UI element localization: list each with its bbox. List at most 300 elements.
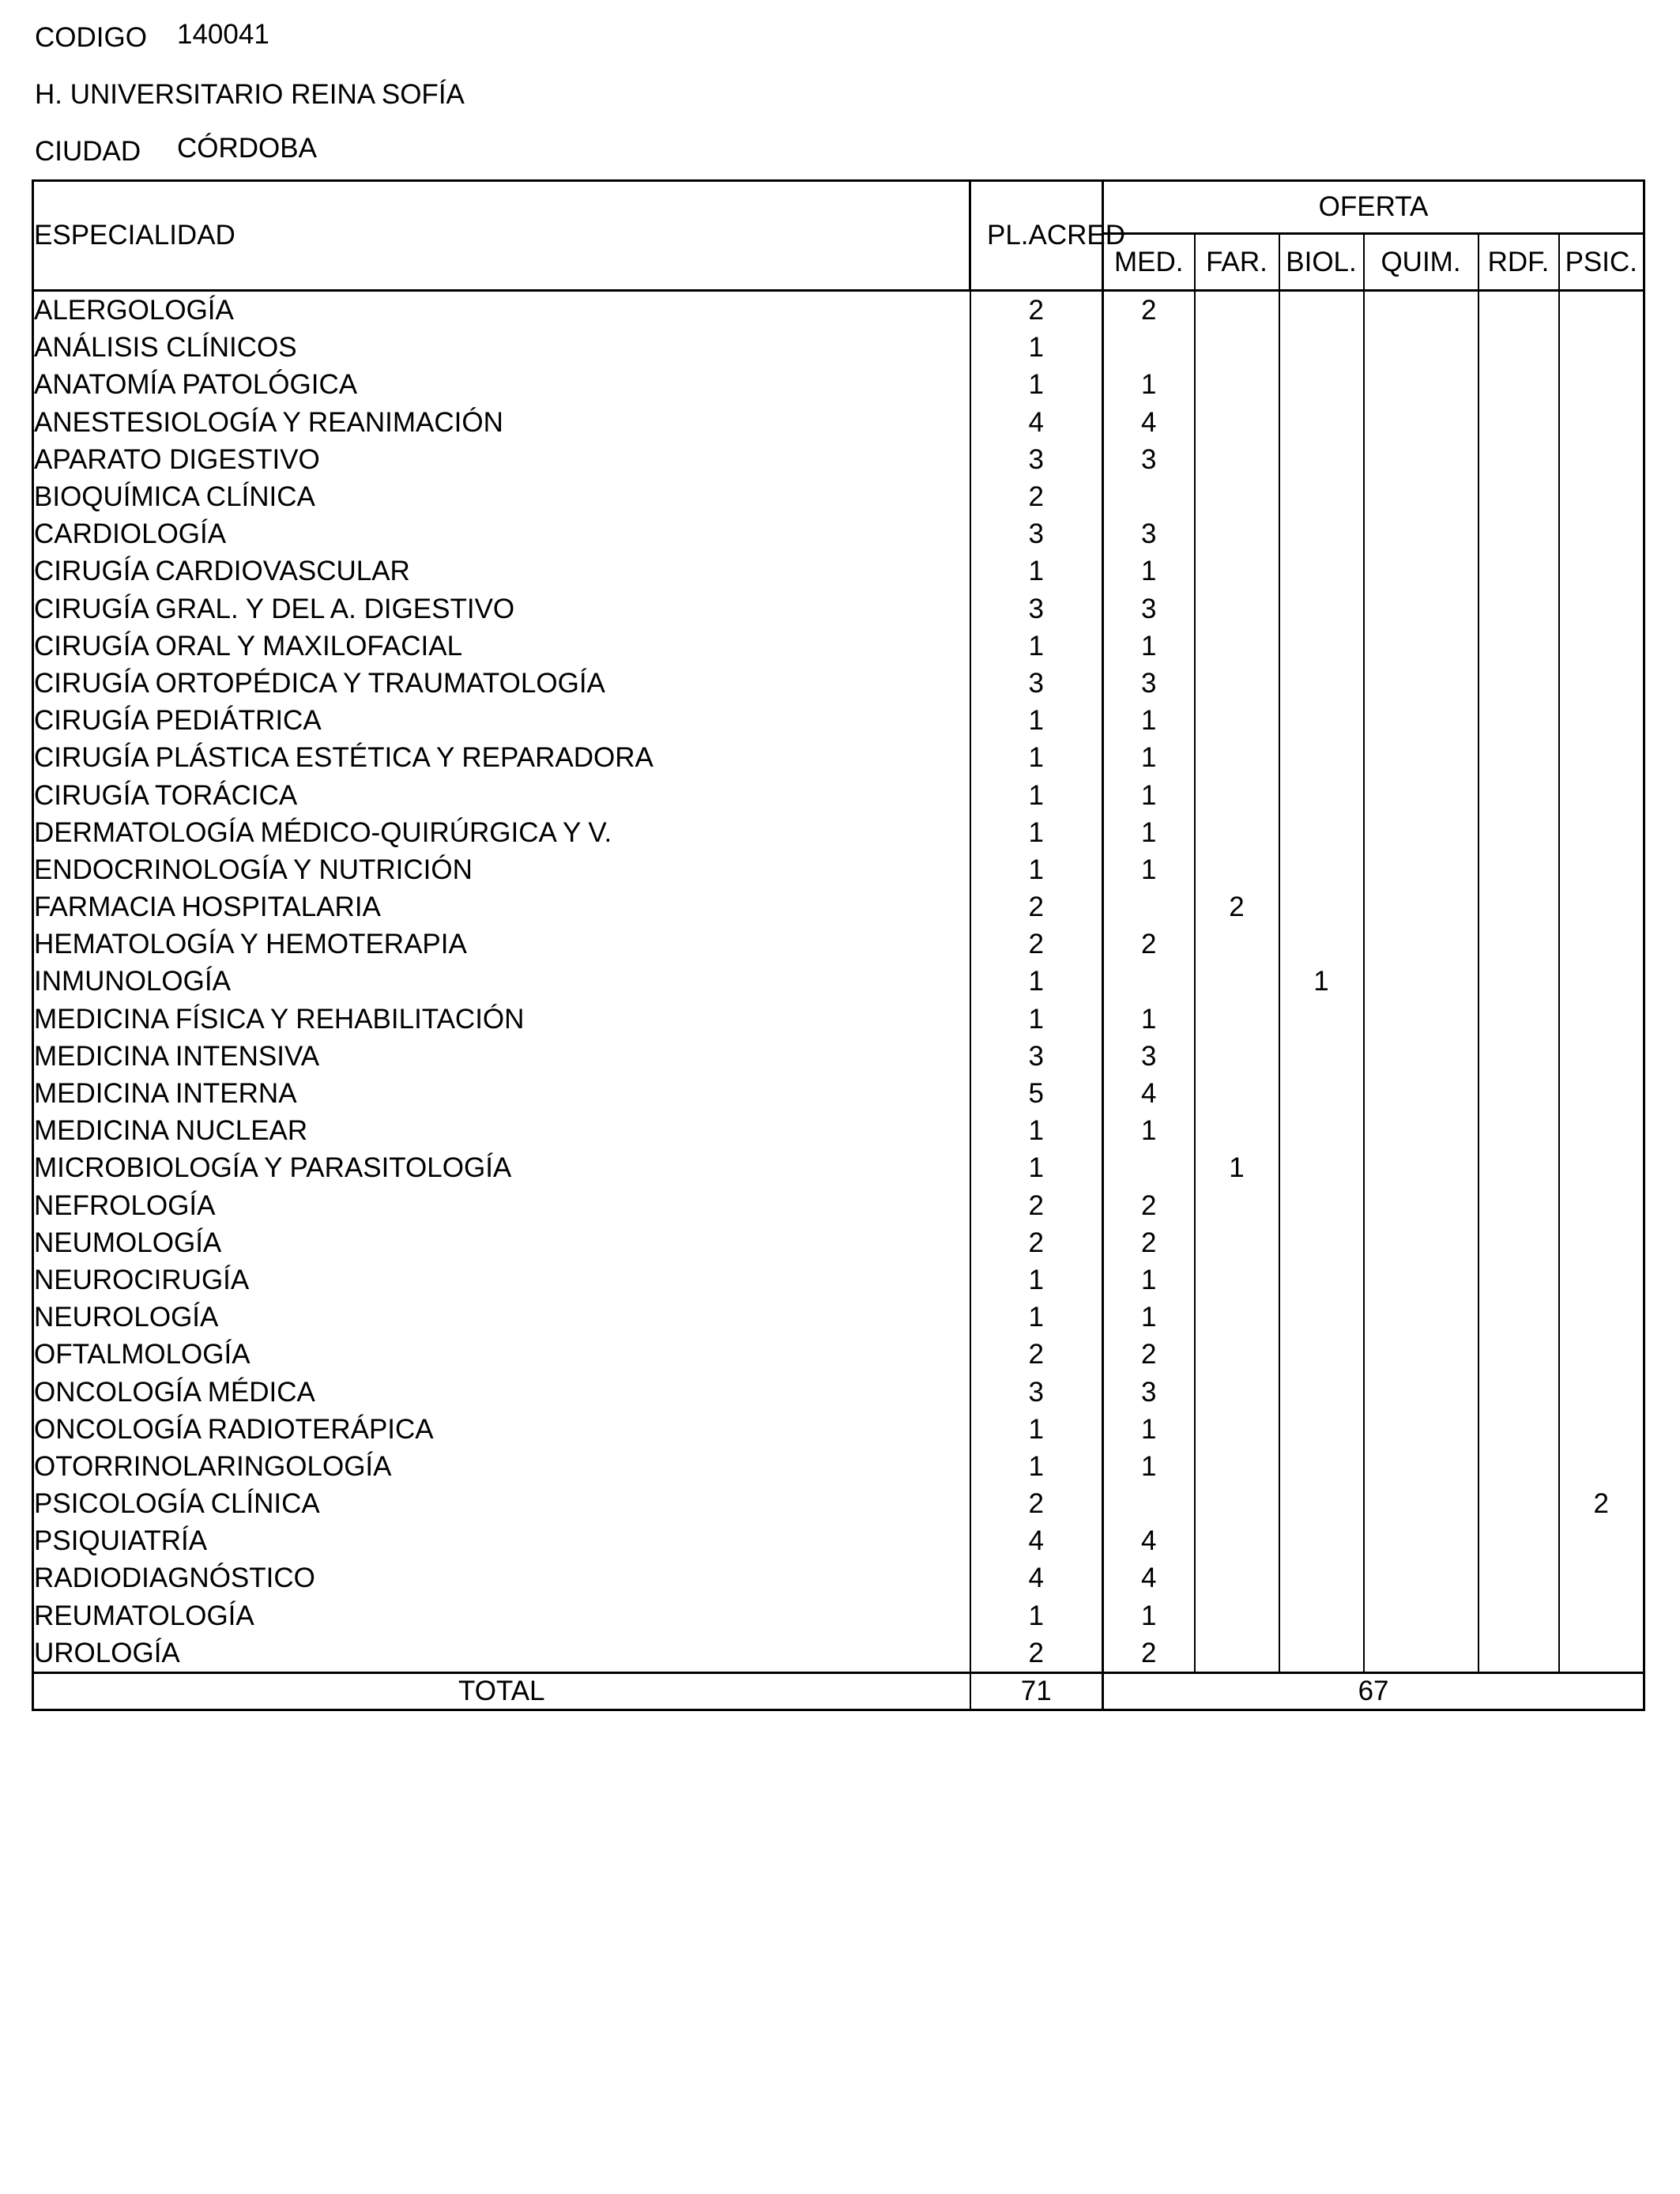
rdf-cell: [1478, 1299, 1559, 1336]
psic-cell: [1559, 814, 1644, 851]
far-cell: [1195, 814, 1279, 851]
biol-cell: [1279, 1373, 1364, 1410]
table-row: [33, 1038, 1644, 1075]
table-row: [33, 628, 1644, 665]
placred-cell: 1: [970, 702, 1103, 739]
rdf-cell: [1478, 1149, 1559, 1186]
placred-cell: 1: [970, 1448, 1103, 1485]
placred-cell: 5: [970, 1075, 1103, 1112]
quim-cell: [1364, 366, 1478, 403]
especialidad-cell: CARDIOLOGÍA: [33, 515, 970, 552]
placred-cell: 1: [970, 851, 1103, 888]
quim-cell: [1364, 665, 1478, 702]
col-header-quim: QUIM.: [1364, 234, 1478, 291]
especialidad-cell: DERMATOLOGÍA MÉDICO-QUIRÚRGICA Y V.: [33, 814, 970, 851]
quim-cell: [1364, 1299, 1478, 1336]
rdf-cell: [1478, 665, 1559, 702]
med-cell: 1: [1103, 1448, 1195, 1485]
quim-cell: [1364, 1597, 1478, 1634]
med-cell: 2: [1103, 1187, 1195, 1224]
placred-cell: 1: [970, 1149, 1103, 1186]
rdf-cell: [1478, 963, 1559, 1000]
quim-cell: [1364, 963, 1478, 1000]
col-header-biol: BIOL.: [1279, 234, 1364, 291]
especialidad-cell: APARATO DIGESTIVO: [33, 441, 970, 478]
placred-cell: 1: [970, 1411, 1103, 1448]
med-cell: 3: [1103, 1038, 1195, 1075]
col-header-especialidad: ESPECIALIDAD: [33, 181, 970, 291]
placred-cell: 3: [970, 1373, 1103, 1410]
psic-cell: [1559, 515, 1644, 552]
table-row: [33, 1559, 1644, 1596]
med-cell: 4: [1103, 1075, 1195, 1112]
quim-cell: [1364, 1038, 1478, 1075]
quim-cell: [1364, 925, 1478, 963]
far-cell: [1195, 1448, 1279, 1485]
biol-cell: [1279, 1597, 1364, 1634]
med-cell: 1: [1103, 366, 1195, 403]
far-cell: [1195, 515, 1279, 552]
psic-cell: [1559, 1001, 1644, 1038]
especialidad-cell: CIRUGÍA PLÁSTICA ESTÉTICA Y REPARADORA: [33, 739, 970, 776]
quim-cell: [1364, 552, 1478, 590]
especialidad-cell: BIOQUÍMICA CLÍNICA: [33, 478, 970, 515]
far-cell: [1195, 1075, 1279, 1112]
rdf-cell: [1478, 814, 1559, 851]
placred-cell: 2: [970, 925, 1103, 963]
placred-cell: 1: [970, 1112, 1103, 1149]
med-cell: 4: [1103, 1559, 1195, 1596]
med-cell: 4: [1103, 404, 1195, 441]
codigo-value: 140041: [177, 19, 269, 50]
placred-cell: 2: [970, 1485, 1103, 1522]
med-cell: 1: [1103, 702, 1195, 739]
far-cell: [1195, 1038, 1279, 1075]
psic-cell: [1559, 590, 1644, 628]
codigo-label: CODIGO: [35, 22, 147, 53]
quim-cell: [1364, 1187, 1478, 1224]
far-cell: [1195, 1522, 1279, 1559]
biol-cell: [1279, 291, 1364, 330]
table-row: [33, 515, 1644, 552]
rdf-cell: [1478, 628, 1559, 665]
placred-cell: 1: [970, 1261, 1103, 1299]
especialidad-cell: ALERGOLOGÍA: [33, 291, 970, 330]
biol-cell: [1279, 1187, 1364, 1224]
psic-cell: [1559, 925, 1644, 963]
placred-cell: 2: [970, 1634, 1103, 1673]
especialidad-cell: MEDICINA NUCLEAR: [33, 1112, 970, 1149]
quim-cell: [1364, 291, 1478, 330]
table-row: [33, 1187, 1644, 1224]
table-row: [33, 291, 1644, 330]
table-row: [33, 590, 1644, 628]
quim-cell: [1364, 1112, 1478, 1149]
quim-cell: [1364, 404, 1478, 441]
placred-cell: 4: [970, 1559, 1103, 1596]
far-cell: [1195, 1187, 1279, 1224]
rdf-cell: [1478, 441, 1559, 478]
biol-cell: [1279, 1149, 1364, 1186]
rdf-cell: [1478, 478, 1559, 515]
placred-cell: 3: [970, 1038, 1103, 1075]
far-cell: [1195, 1597, 1279, 1634]
biol-cell: [1279, 1075, 1364, 1112]
table-row: [33, 1448, 1644, 1485]
far-cell: [1195, 628, 1279, 665]
quim-cell: [1364, 1634, 1478, 1673]
psic-cell: [1559, 552, 1644, 590]
especialidad-cell: ANÁLISIS CLÍNICOS: [33, 329, 970, 366]
far-cell: [1195, 1373, 1279, 1410]
quim-cell: [1364, 1559, 1478, 1596]
med-cell: [1103, 888, 1195, 925]
placred-cell: 1: [970, 739, 1103, 776]
quim-cell: [1364, 441, 1478, 478]
psic-cell: [1559, 1634, 1644, 1673]
placred-cell: 3: [970, 590, 1103, 628]
med-cell: 2: [1103, 1224, 1195, 1261]
placred-cell: 1: [970, 1001, 1103, 1038]
psic-cell: [1559, 1559, 1644, 1596]
placred-cell: 1: [970, 552, 1103, 590]
rdf-cell: [1478, 1075, 1559, 1112]
med-cell: 3: [1103, 515, 1195, 552]
far-cell: [1195, 1634, 1279, 1673]
col-header-placred: PL.ACRED: [970, 181, 1103, 291]
especialidad-cell: MEDICINA FÍSICA Y REHABILITACIÓN: [33, 1001, 970, 1038]
far-cell: 2: [1195, 888, 1279, 925]
table-row: [33, 1597, 1644, 1634]
especialidad-cell: MICROBIOLOGÍA Y PARASITOLOGÍA: [33, 1149, 970, 1186]
far-cell: [1195, 702, 1279, 739]
placred-cell: 1: [970, 814, 1103, 851]
table-row: [33, 888, 1644, 925]
rdf-cell: [1478, 1001, 1559, 1038]
psic-cell: [1559, 665, 1644, 702]
biol-cell: [1279, 515, 1364, 552]
especialidad-cell: UROLOGÍA: [33, 1634, 970, 1673]
quim-cell: [1364, 478, 1478, 515]
med-cell: [1103, 1485, 1195, 1522]
med-cell: 3: [1103, 665, 1195, 702]
med-cell: [1103, 1149, 1195, 1186]
especialidad-cell: MEDICINA INTENSIVA: [33, 1038, 970, 1075]
table-row: [33, 1299, 1644, 1336]
quim-cell: [1364, 1336, 1478, 1373]
psic-cell: [1559, 702, 1644, 739]
far-cell: [1195, 1001, 1279, 1038]
rdf-cell: [1478, 590, 1559, 628]
far-cell: [1195, 665, 1279, 702]
especialidad-cell: NEUROLOGÍA: [33, 1299, 970, 1336]
rdf-cell: [1478, 552, 1559, 590]
med-cell: [1103, 329, 1195, 366]
especialidad-cell: CIRUGÍA CARDIOVASCULAR: [33, 552, 970, 590]
table-row: [33, 1336, 1644, 1373]
table-footer: [33, 1672, 1644, 1710]
table-row: [33, 925, 1644, 963]
quim-cell: [1364, 702, 1478, 739]
far-cell: [1195, 1485, 1279, 1522]
quim-cell: [1364, 888, 1478, 925]
placred-cell: 1: [970, 963, 1103, 1000]
col-header-far: FAR.: [1195, 234, 1279, 291]
biol-cell: [1279, 329, 1364, 366]
rdf-cell: [1478, 888, 1559, 925]
quim-cell: [1364, 1261, 1478, 1299]
rdf-cell: [1478, 1597, 1559, 1634]
placred-cell: 1: [970, 329, 1103, 366]
far-cell: [1195, 1336, 1279, 1373]
rdf-cell: [1478, 1261, 1559, 1299]
psic-cell: [1559, 739, 1644, 776]
psic-cell: [1559, 888, 1644, 925]
table-header: [33, 181, 1644, 291]
med-cell: 4: [1103, 1522, 1195, 1559]
placred-cell: 2: [970, 478, 1103, 515]
especialidad-cell: PSICOLOGÍA CLÍNICA: [33, 1485, 970, 1522]
especialidad-cell: CIRUGÍA ORAL Y MAXILOFACIAL: [33, 628, 970, 665]
far-cell: [1195, 925, 1279, 963]
psic-cell: [1559, 1149, 1644, 1186]
rdf-cell: [1478, 1224, 1559, 1261]
far-cell: [1195, 478, 1279, 515]
especialidad-cell: FARMACIA HOSPITALARIA: [33, 888, 970, 925]
psic-cell: [1559, 1075, 1644, 1112]
table-row: [33, 702, 1644, 739]
especialidad-cell: NEUROCIRUGÍA: [33, 1261, 970, 1299]
psic-cell: [1559, 1224, 1644, 1261]
especialidad-cell: CIRUGÍA ORTOPÉDICA Y TRAUMATOLOGÍA: [33, 665, 970, 702]
table-row: [33, 1001, 1644, 1038]
biol-cell: [1279, 404, 1364, 441]
med-cell: 1: [1103, 1597, 1195, 1634]
table-row: [33, 776, 1644, 813]
especialidad-cell: CIRUGÍA GRAL. Y DEL A. DIGESTIVO: [33, 590, 970, 628]
med-cell: 1: [1103, 628, 1195, 665]
far-cell: [1195, 552, 1279, 590]
quim-cell: [1364, 1448, 1478, 1485]
biol-cell: [1279, 702, 1364, 739]
placred-cell: 1: [970, 628, 1103, 665]
psic-cell: [1559, 366, 1644, 403]
table-row: [33, 1634, 1644, 1673]
biol-cell: [1279, 590, 1364, 628]
placred-cell: 3: [970, 665, 1103, 702]
psic-cell: [1559, 441, 1644, 478]
med-cell: 2: [1103, 925, 1195, 963]
psic-cell: [1559, 478, 1644, 515]
psic-cell: 2: [1559, 1485, 1644, 1522]
col-header-oferta: OFERTA: [1103, 181, 1644, 234]
far-cell: [1195, 1559, 1279, 1596]
med-cell: 1: [1103, 851, 1195, 888]
especialidad-cell: PSIQUIATRÍA: [33, 1522, 970, 1559]
far-cell: [1195, 963, 1279, 1000]
table-row: [33, 1522, 1644, 1559]
psic-cell: [1559, 1261, 1644, 1299]
placred-cell: 4: [970, 1522, 1103, 1559]
col-header-med: MED.: [1103, 234, 1195, 291]
biol-cell: [1279, 552, 1364, 590]
quim-cell: [1364, 628, 1478, 665]
ciudad-label: CIUDAD: [35, 136, 141, 167]
psic-cell: [1559, 1522, 1644, 1559]
med-cell: 2: [1103, 1336, 1195, 1373]
far-cell: [1195, 404, 1279, 441]
specialties-table: [32, 179, 1645, 1711]
table-row: [33, 1112, 1644, 1149]
table-row: [33, 851, 1644, 888]
biol-cell: [1279, 776, 1364, 813]
rdf-cell: [1478, 1187, 1559, 1224]
rdf-cell: [1478, 1038, 1559, 1075]
quim-cell: [1364, 1224, 1478, 1261]
biol-cell: [1279, 478, 1364, 515]
table-row: [33, 441, 1644, 478]
especialidad-cell: REUMATOLOGÍA: [33, 1597, 970, 1634]
especialidad-cell: MEDICINA INTERNA: [33, 1075, 970, 1112]
especialidad-cell: CIRUGÍA PEDIÁTRICA: [33, 702, 970, 739]
quim-cell: [1364, 1373, 1478, 1410]
far-cell: [1195, 1261, 1279, 1299]
rdf-cell: [1478, 1634, 1559, 1673]
biol-cell: [1279, 628, 1364, 665]
table-row: [33, 1485, 1644, 1522]
placred-cell: 2: [970, 1187, 1103, 1224]
biol-cell: [1279, 1448, 1364, 1485]
quim-cell: [1364, 814, 1478, 851]
med-cell: 2: [1103, 1634, 1195, 1673]
rdf-cell: [1478, 776, 1559, 813]
table-row: [33, 366, 1644, 403]
rdf-cell: [1478, 1373, 1559, 1410]
biol-cell: [1279, 1224, 1364, 1261]
rdf-cell: [1478, 1448, 1559, 1485]
med-cell: 3: [1103, 590, 1195, 628]
rdf-cell: [1478, 1485, 1559, 1522]
especialidad-cell: ANATOMÍA PATOLÓGICA: [33, 366, 970, 403]
far-cell: [1195, 329, 1279, 366]
total-placred: 71: [970, 1672, 1103, 1710]
especialidad-cell: ENDOCRINOLOGÍA Y NUTRICIÓN: [33, 851, 970, 888]
biol-cell: [1279, 814, 1364, 851]
far-cell: [1195, 1299, 1279, 1336]
med-cell: 3: [1103, 1373, 1195, 1410]
rdf-cell: [1478, 329, 1559, 366]
especialidad-cell: ANESTESIOLOGÍA Y REANIMACIÓN: [33, 404, 970, 441]
biol-cell: [1279, 665, 1364, 702]
far-cell: [1195, 441, 1279, 478]
biol-cell: [1279, 1559, 1364, 1596]
placred-cell: 2: [970, 1336, 1103, 1373]
quim-cell: [1364, 1411, 1478, 1448]
especialidad-cell: CIRUGÍA TORÁCICA: [33, 776, 970, 813]
psic-cell: [1559, 1448, 1644, 1485]
col-header-psic: PSIC.: [1559, 234, 1644, 291]
biol-cell: [1279, 1634, 1364, 1673]
biol-cell: [1279, 366, 1364, 403]
quim-cell: [1364, 1485, 1478, 1522]
biol-cell: [1279, 1261, 1364, 1299]
especialidad-cell: INMUNOLOGÍA: [33, 963, 970, 1000]
quim-cell: [1364, 590, 1478, 628]
especialidad-cell: RADIODIAGNÓSTICO: [33, 1559, 970, 1596]
psic-cell: [1559, 404, 1644, 441]
med-cell: 1: [1103, 814, 1195, 851]
especialidad-cell: HEMATOLOGÍA Y HEMOTERAPIA: [33, 925, 970, 963]
med-cell: 1: [1103, 739, 1195, 776]
placred-cell: 2: [970, 291, 1103, 330]
table-row: [33, 1224, 1644, 1261]
table-row: [33, 404, 1644, 441]
biol-cell: [1279, 1411, 1364, 1448]
biol-cell: [1279, 739, 1364, 776]
psic-cell: [1559, 1112, 1644, 1149]
rdf-cell: [1478, 291, 1559, 330]
table-row: [33, 814, 1644, 851]
placred-cell: 1: [970, 366, 1103, 403]
table-row: [33, 1261, 1644, 1299]
table-body: [33, 291, 1644, 1673]
med-cell: 1: [1103, 1299, 1195, 1336]
quim-cell: [1364, 329, 1478, 366]
rdf-cell: [1478, 404, 1559, 441]
table-row: [33, 739, 1644, 776]
rdf-cell: [1478, 1559, 1559, 1596]
especialidad-cell: OTORRINOLARINGOLOGÍA: [33, 1448, 970, 1485]
far-cell: [1195, 590, 1279, 628]
rdf-cell: [1478, 702, 1559, 739]
placred-cell: 2: [970, 888, 1103, 925]
rdf-cell: [1478, 1411, 1559, 1448]
psic-cell: [1559, 1038, 1644, 1075]
table-row: [33, 1149, 1644, 1186]
biol-cell: [1279, 1299, 1364, 1336]
far-cell: 1: [1195, 1149, 1279, 1186]
far-cell: [1195, 1224, 1279, 1261]
placred-cell: 1: [970, 776, 1103, 813]
biol-cell: [1279, 1038, 1364, 1075]
psic-cell: [1559, 329, 1644, 366]
placred-cell: 3: [970, 441, 1103, 478]
med-cell: [1103, 478, 1195, 515]
psic-cell: [1559, 1411, 1644, 1448]
biol-cell: [1279, 1522, 1364, 1559]
med-cell: 1: [1103, 776, 1195, 813]
far-cell: [1195, 776, 1279, 813]
especialidad-cell: ONCOLOGÍA RADIOTERÁPICA: [33, 1411, 970, 1448]
psic-cell: [1559, 1597, 1644, 1634]
table-row: [33, 552, 1644, 590]
quim-cell: [1364, 776, 1478, 813]
placred-cell: 1: [970, 1299, 1103, 1336]
placred-cell: 2: [970, 1224, 1103, 1261]
psic-cell: [1559, 851, 1644, 888]
psic-cell: [1559, 1373, 1644, 1410]
table-row: [33, 329, 1644, 366]
placred-cell: 3: [970, 515, 1103, 552]
quim-cell: [1364, 1149, 1478, 1186]
especialidad-cell: NEUMOLOGÍA: [33, 1224, 970, 1261]
psic-cell: [1559, 628, 1644, 665]
biol-cell: [1279, 851, 1364, 888]
far-cell: [1195, 366, 1279, 403]
table-row: [33, 665, 1644, 702]
table-row: [33, 1373, 1644, 1410]
rdf-cell: [1478, 851, 1559, 888]
